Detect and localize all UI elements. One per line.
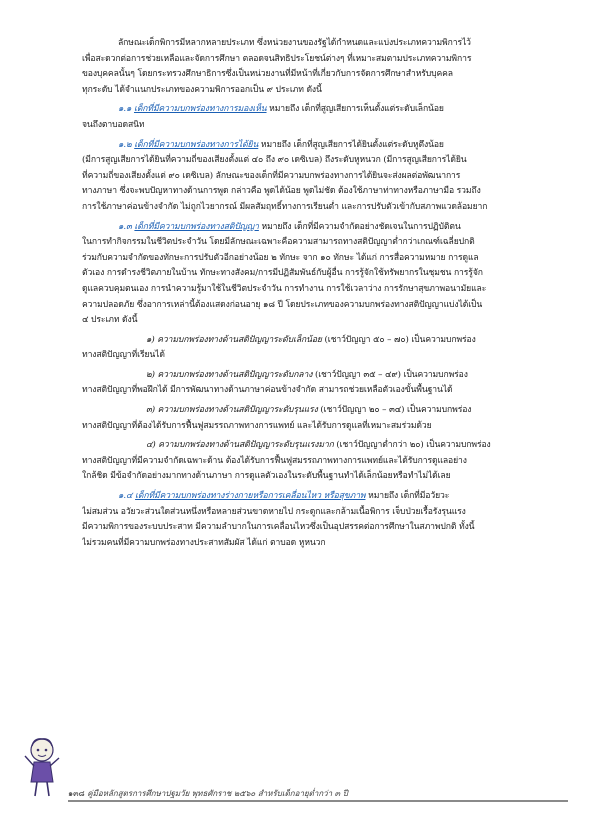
section-1-4: [82, 489, 538, 551]
page-number: ๑๓๘: [68, 789, 85, 798]
subitem-line: ทางสติปัญญาที่ต้องได้รับการฟื้นฟูสมรรถภาพทางการแพทย์ และได้รับการดูแลที่เหมาะสมร่วมด้วย: [82, 420, 432, 431]
section-line: ๔ ประเภท ดังนี้: [82, 315, 138, 326]
section-text: หมายถึง เด็กที่สูญเสียการได้ยินตั้งแต่ระดับหูตึงน้อย: [260, 139, 444, 150]
section-line: ความปลอดภัย ซึ่งอาการเหล่านี้ต้องแสดงก่อนอายุ ๑๘ ปี โดยประเภทของความบกพร่องทางสติปัญญาแบ่งได้เป็น: [82, 299, 483, 310]
footer-title: คู่มือหลักสูตรการศึกษาปฐมวัย พุทธศักราช ๒๕๖๐ สำหรับเด็กอายุต่ำกว่า ๓ ปี: [87, 789, 348, 798]
section-text: หมายถึง เด็กที่สูญเสียการเห็นตั้งแต่ระดับเล็กน้อย: [269, 104, 444, 115]
intro-line: ลักษณะเด็กพิการมีหลากหลายประเภท ซึ่งหน่วยงานของรัฐได้กำหนดและแบ่งประเภทความพิการไว้: [118, 38, 471, 48]
section-1-1: [82, 102, 538, 133]
subitem-text: (เชาว์ปัญญา ๕๐ – ๗๐) เป็นความบกพร่อง: [324, 334, 476, 345]
subitem-line: ทางสติปัญญาที่เรียนได้: [82, 350, 165, 361]
subitem-line: ใกล้ชิด มีข้อจำกัดอย่างมากทางด้านภาษา การดูแลตัวเองในระดับพื้นฐานทำได้เล็กน้อยหรือทำไม่ได้เลย: [82, 471, 451, 482]
document-body: [82, 36, 538, 555]
section-1-2: [82, 138, 538, 216]
section-line: ตัวเอง การดำรงชีวิตภายในบ้าน ทักษะทางสังคม/การมีปฏิสัมพันธ์กับผู้อื่น การรู้จักใช้ทรัพยากรในชุมชน การรู้จัก: [82, 268, 483, 279]
section-1-3: [82, 220, 538, 329]
section-number: ๑.๒: [118, 139, 132, 150]
subitem-text: (เชาว์ปัญญา ๓๕ – ๔๙) เป็นความบกพร่อง: [314, 369, 468, 380]
intro-line: ทุกระดับ ได้จำแนกประเภทของความพิการออกเป็น ๙ ประเภท ดังนี้: [82, 84, 322, 95]
child-mascot-icon: [20, 736, 64, 800]
subitem-4: [82, 438, 538, 485]
subitem-lead: ๒) ความบกพร่องทางด้านสติปัญญาระดับกลาง: [146, 369, 313, 380]
section-heading: เด็กที่มีความบกพร่องทางการได้ยิน: [134, 139, 259, 150]
subitem-line: ทางสติปัญญาที่พอฝึกได้ มีการพัฒนาทางด้านภาษาค่อนข้างจำกัด สามารถช่วยเหลือตัวเองขั้นพื้นฐานได้: [82, 385, 453, 396]
footer-divider: [68, 800, 568, 802]
section-line: ร่วมกับความจำกัดของทักษะการปรับตัวอีกอย่างน้อย ๒ ทักษะ จาก ๑๐ ทักษะ ได้แก่ การสื่อความหมาย การดูแล: [82, 252, 479, 263]
section-text: หมายถึง เด็กที่มีความจำกัดอย่างชัดเจนในการปฏิบัติตน: [261, 221, 461, 232]
section-heading: เด็กที่มีความบกพร่องทางการมองเห็น: [133, 104, 267, 115]
subitem-lead: ๑) ความบกพร่องทางด้านสติปัญญาระดับเล็กน้อย: [146, 334, 322, 345]
intro-line: เพื่อสะดวกต่อการช่วยเหลือและจัดการศึกษา ตลอดจนสิทธิประโยชน์ต่างๆ ที่เหมาะสมตามประเภทความพิการ: [82, 53, 472, 64]
subitem-lead: ๔) ความบกพร่องทางด้านสติปัญญาระดับรุนแรงมาก: [146, 440, 334, 451]
subitem-3: [82, 403, 538, 434]
footer-text: [68, 787, 348, 800]
subitem-line: ทางสติปัญญาที่มีความจำกัดเฉพาะด้าน ต้องได้รับการฟื้นฟูสมรรถภาพทางการแพทย์และได้รับการดูแลอย่าง: [82, 455, 467, 466]
section-heading: เด็กที่มีความบกพร่องทางสติปัญญา: [134, 221, 259, 232]
subitem-2: [82, 368, 538, 399]
section-number: ๑.๑: [118, 104, 132, 115]
section-number: ๑.๓: [118, 221, 132, 232]
section-text: หมายถึง เด็กที่มีอวัยวะ: [368, 491, 450, 502]
subitem-text: (เชาว์ปัญญาต่ำกว่า ๒๐) เป็นความบกพร่อง: [336, 440, 491, 451]
section-line: ไม่รวมคนที่มีความบกพร่องทางประสาทสัมผัส ได้แก่ ตาบอด หูหนวก: [82, 537, 326, 548]
section-line: ในการทำกิจกรรมในชีวิตประจำวัน โดยมีลักษณะเฉพาะคือความสามารถทางสติปัญญาต่ำกว่าเกณฑ์เฉลี่ยปกติ: [82, 237, 475, 248]
section-line: การใช้ภาษาค่อนข้างจำกัด ไม่ถูกไวยากรณ์ มีผลสัมฤทธิ์ทางการเรียนต่ำ และการปรับตัวเข้ากับสภาพแวดล้อมยาก: [82, 201, 488, 212]
section-line: (มีการสูญเสียการได้ยินที่ความถี่ของเสียงตั้งแต่ ๔๐ ถึง ๙๐ เดซิเบล) ถึงระดับหูหนวก (มีการสูญเสียการได้ยิน: [82, 155, 467, 166]
subitem-lead: ๓) ความบกพร่องทางด้านสติปัญญาระดับรุนแรง: [146, 405, 318, 416]
section-line: ไม่สมส่วน อวัยวะส่วนใดส่วนหนึ่งหรือหลายส่วนขาดหายไป กระดูกและกล้ามเนื้อพิการ เจ็บป่วยเรื้อรังรุนแรง: [82, 506, 466, 517]
section-heading: เด็กที่มีความบกพร่องทางร่างกายหรือการเคลื่อนไหว หรือสุขภาพ: [135, 491, 366, 502]
section-line: ทางภาษา ซึ่งจะพบปัญหาทางด้านการพูด กล่าวคือ พูดได้น้อย พูดไม่ชัด ต้องใช้ภาษาท่าทางหรือภาษามือ รวมถึง: [82, 186, 481, 197]
intro-paragraph: [82, 36, 538, 98]
section-number: ๑.๔: [118, 491, 133, 502]
section-line: มีความพิการของระบบประสาท มีความลำบากในการเคลื่อนไหวซึ่งเป็นอุปสรรคต่อการศึกษาในสภาพปกติ ทั้งนี้: [82, 522, 475, 533]
section-line: จนถึงตาบอดสนิท: [82, 119, 145, 130]
intro-line: ของบุคคลนั้นๆ โดยกระทรวงศึกษาธิการซึ่งเป็นหน่วยงานที่มีหน้าที่เกี่ยวกับการจัดการศึกษาสำหรับบุคคล: [82, 69, 453, 80]
page-footer: [20, 736, 575, 806]
section-line: ที่ความถี่ของเสียงตั้งแต่ ๙๐ เดซิเบล) ลักษณะของเด็กที่มีความบกพร่องทางการได้ยินจะส่งผลต่อพัฒนาการ: [82, 170, 461, 181]
section-line: ดูแลควบคุมตนเอง การนำความรู้มาใช้ในชีวิตประจำวัน การทำงาน การใช้เวลาว่าง การรักษาสุขภาพอนามัยและ: [82, 283, 487, 294]
subitem-1: [82, 333, 538, 364]
subitem-text: (เชาว์ปัญญา ๒๐ – ๓๔) เป็นความบกพร่อง: [320, 405, 472, 416]
